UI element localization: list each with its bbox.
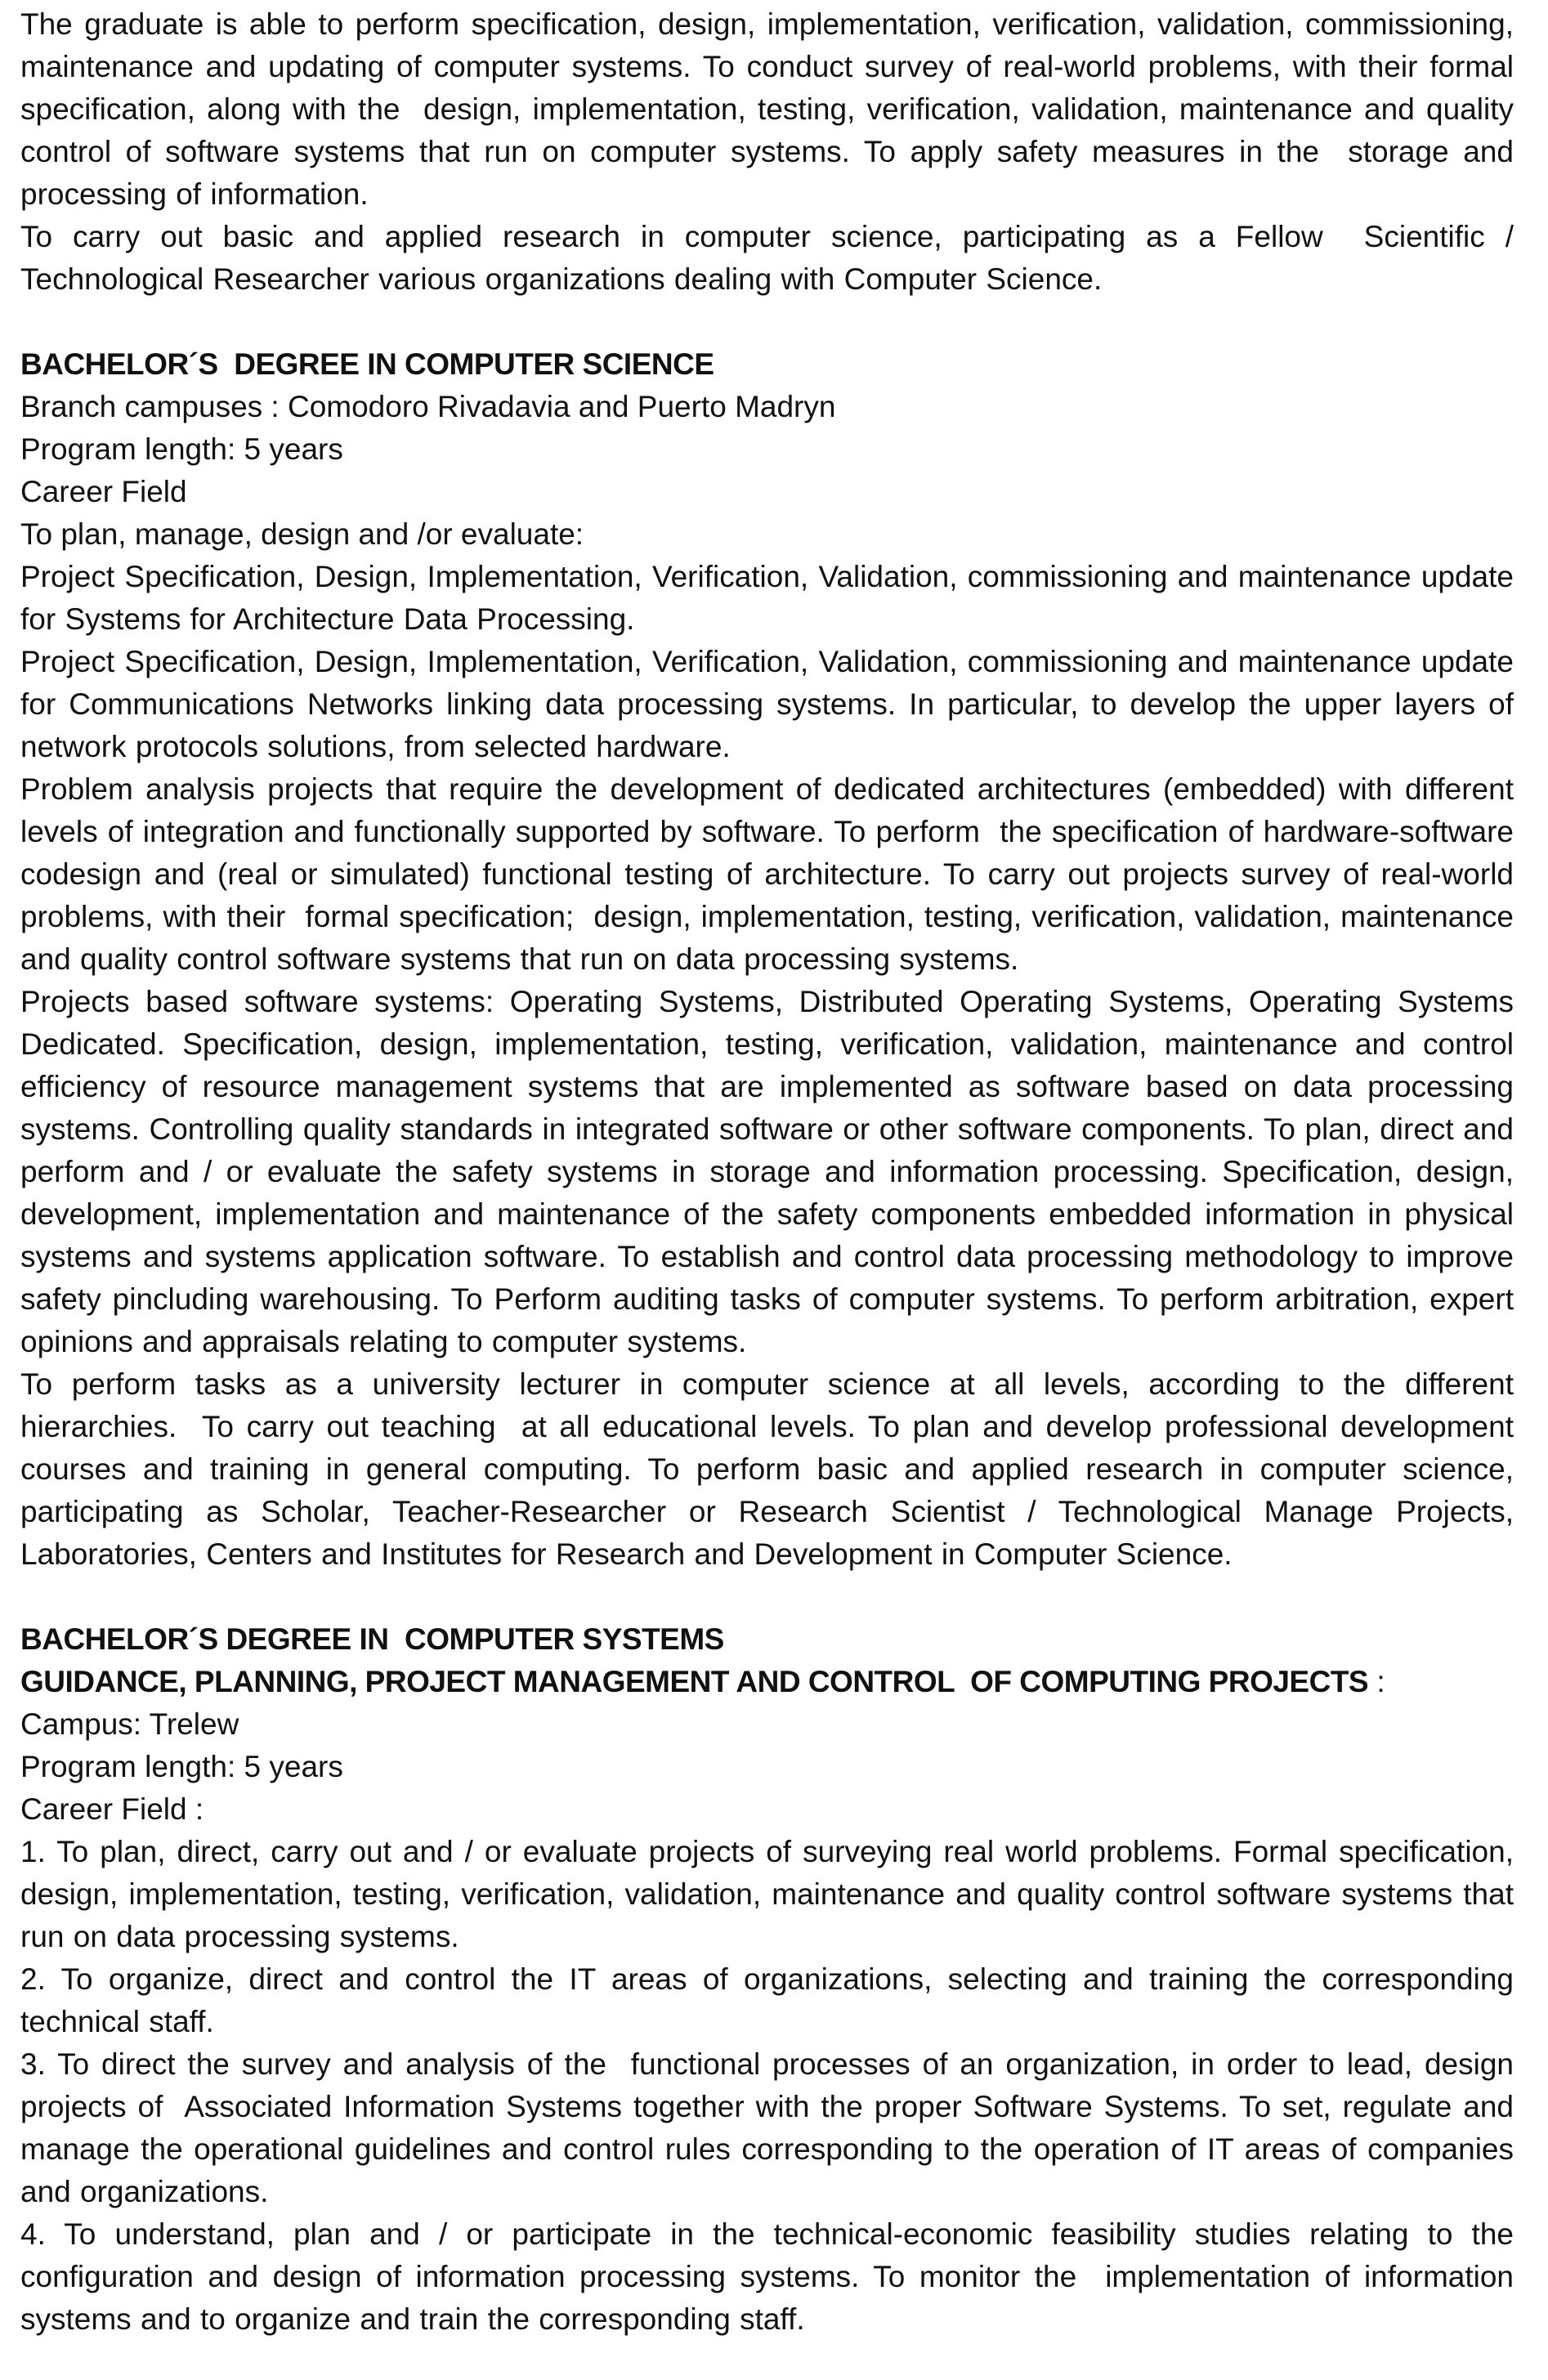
cs-degree-paragraph-5: To perform tasks as a university lecturer in computer science at all levels, according to the different hierarchies. To carry out teaching at all educational levels. To plan and develop professional development courses and training in general computing. To perform basic and applied research in computer science, participating as Scholar, Teacher-Researcher or Research Scientist / Technological Manage Projects, Laboratories, Centers and Institutes for Research and Development in Computer Science. xyxy=(20,1367,1523,1571)
systems-degree-career-field-label: Career Field : xyxy=(20,1792,204,1826)
cs-degree-paragraph-3: Problem analysis projects that require the development of dedicated architectures (embedded) with different levels of integration and functionally supported by software. To perform the specification of hardware-software codesign and (real or simulated) functional testing of architecture. To carry out projects survey of real-world problems, with their formal specification; design, implementation, testing, verification, validation, maintenance and quality control software systems that run on data processing systems. xyxy=(20,772,1523,976)
cs-degree-program-length: Program length: 5 years xyxy=(20,432,343,466)
blank-line xyxy=(20,301,1514,343)
intro-paragraph-2: To carry out basic and applied research in computer science, participating as a Fellow Scientific / Technological Researcher various organizations dealing with Computer Science. xyxy=(20,220,1523,296)
cs-degree-paragraph-4: Projects based software systems: Operating Systems, Distributed Operating Systems, Operating Systems Dedicated. Specification, design, implementation, testing, verification, validation, maintenance and control efficiency of resource management systems that are implemented as software based on data processing systems. Controlling quality standards in integrated software or other software components. To plan, direct and perform and / or evaluate the safety systems in storage and information processing. Specification, design, development, implementation and maintenance of the safety components embedded information in physical systems and systems application software. To establish and control data processing methodology to improve safety pincluding warehousing. To Perform auditing tasks of computer systems. To perform arbitration, expert opinions and appraisals relating to computer systems. xyxy=(20,985,1523,1358)
blank-line xyxy=(20,1576,1514,1618)
cs-degree-paragraph-1: Project Specification, Design, Implementation, Verification, Validation, commissioning and maintenance update for Systems for Architecture Data Processing. xyxy=(20,560,1523,636)
systems-degree-heading: BACHELOR´S DEGREE IN COMPUTER SYSTEMS xyxy=(20,1622,724,1656)
cs-degree-heading: BACHELOR´S DEGREE IN COMPUTER SCIENCE xyxy=(20,347,714,381)
systems-degree-campus: Campus: Trelew xyxy=(20,1707,239,1741)
systems-degree-subheading xyxy=(20,1661,1514,1703)
cs-degree-paragraph-2: Project Specification, Design, Implementation, Verification, Validation, commissioning and maintenance update for Communications Networks linking data processing systems. In particular, to develop the upper layers of network protocols solutions, from selected hardware. xyxy=(20,645,1523,763)
systems-degree-item-1: 1. To plan, direct, carry out and / or evaluate projects of surveying real world problems. Formal specification, design, implementation, testing, verification, validation, maintenance and quality control software systems that run on data processing systems. xyxy=(20,1835,1523,1953)
systems-degree-subheading-colon: : xyxy=(1368,1665,1385,1698)
systems-degree-item-2: 2. To organize, direct and control the IT areas of organizations, selecting and training the corresponding technical staff. xyxy=(20,1962,1523,2038)
systems-degree-program-length: Program length: 5 years xyxy=(20,1750,343,1783)
systems-degree-subheading-text: GUIDANCE, PLANNING, PROJECT MANAGEMENT AND CONTROL OF COMPUTING PROJECTS xyxy=(20,1665,1369,1698)
systems-degree-item-3: 3. To direct the survey and analysis of the functional processes of an organization, in order to lead, design projects of Associated Information Systems together with the proper Software Systems. To set, regulate and manage the operational guidelines and control rules corresponding to the operation of IT areas of companies and organizations. xyxy=(20,2047,1532,2208)
cs-degree-evaluate-line: To plan, manage, design and /or evaluate: xyxy=(20,517,584,551)
cs-degree-branch-campuses: Branch campuses : Comodoro Rivadavia and Puerto Madryn xyxy=(20,390,836,423)
systems-degree-item-4: 4. To understand, plan and / or participate in the technical-economic feasibility studies relating to the configuration and design of information processing systems. To monitor the implementation of information systems and to organize and train the corresponding staff. xyxy=(20,2217,1523,2336)
cs-degree-career-field-label: Career Field xyxy=(20,475,187,508)
intro-paragraph-1: The graduate is able to perform specification, design, implementation, verification, validation, commissioning, maintenance and updating of computer systems. To conduct survey of real-world problems, with their formal specification, along with the design, implementation, testing, verification, validation, maintenance and quality control of software systems that run on computer systems. To apply safety measures in the storage and processing of information. xyxy=(20,7,1523,211)
